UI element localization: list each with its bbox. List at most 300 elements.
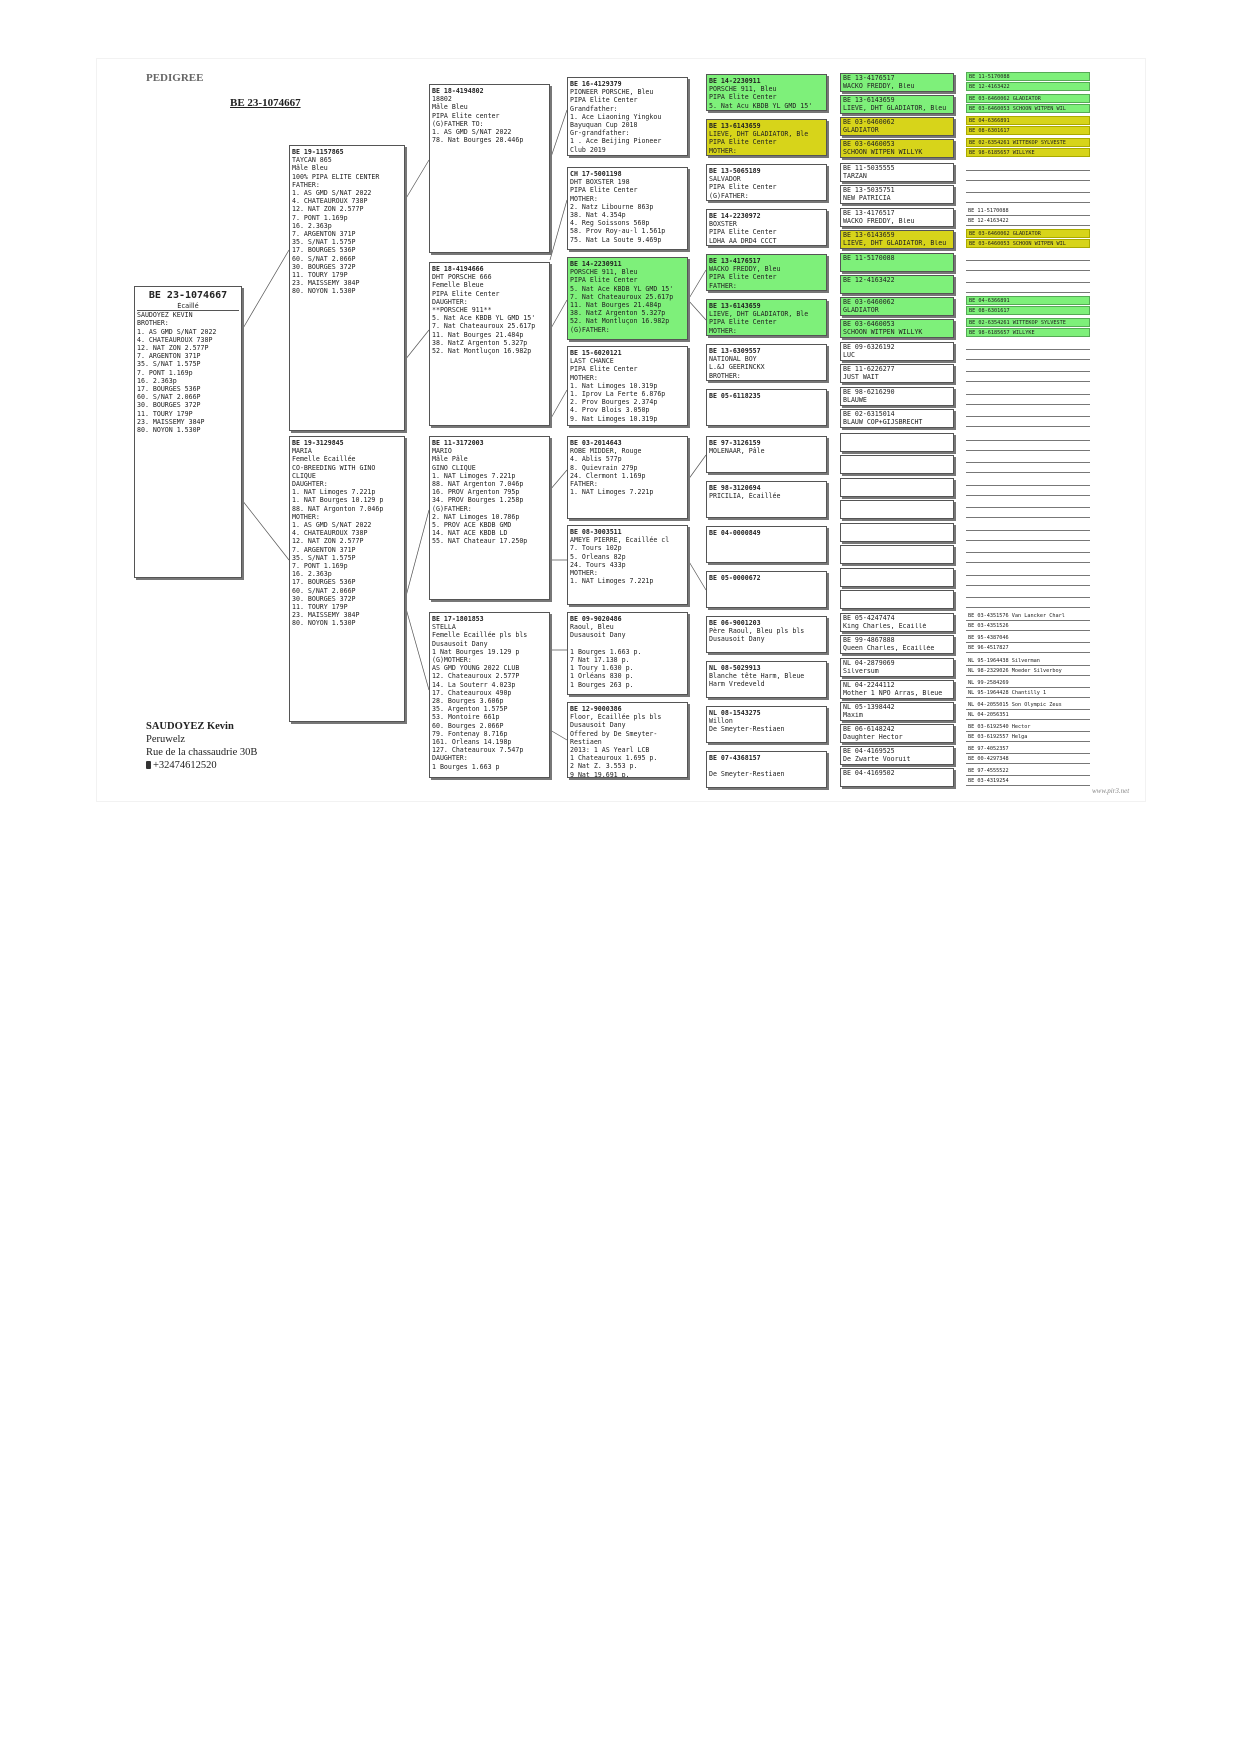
card-line: MOLENAAR, Pâle [709,447,765,456]
ancestor-card-gen5[interactable] [840,768,954,787]
card-line: 60. S/NAT 2.066P [137,393,201,402]
card-line: 30. BOURGES 372P [137,401,201,410]
ancestor-line-gen6[interactable] [966,499,1090,508]
ring-number: BE 98-3120694 [709,484,761,492]
card-line: 80. NOYON 1.530P [292,287,356,296]
card-line: Père Raoul, Bleu pls bls [709,627,805,636]
pedigree-card[interactable] [706,164,827,201]
card-line: 24. Tours 433p [570,560,626,569]
ancestor-line-gen6[interactable]: BE 03-4319254 [966,777,1090,786]
card-line: 17. BOURGES 536P [137,385,201,394]
ring-number: BE 23-1074667 [148,290,228,301]
ancestor-line-gen6[interactable] [966,554,1090,563]
card-line: 1 Toury 1.630 p. [570,664,634,673]
pedigree-card[interactable] [706,436,827,473]
card-line: 8. Quievrain 279p [570,463,638,472]
card-line: De Smeyter-Restiaen [709,725,785,734]
ancestor-line-gen6[interactable] [966,252,1090,261]
card-line: 35. Argenton 1.575P [432,705,508,714]
card-line: 52. Nat Montluçon 16.982p [432,347,532,356]
ancestor-line-gen6[interactable] [966,194,1090,203]
pedigree-card[interactable] [706,706,827,743]
ancestor-line-gen6[interactable] [966,532,1090,541]
pedigree-card[interactable] [706,209,827,246]
pedigree-card[interactable] [567,612,688,695]
ancestor-name: King Charles, Écaillé [843,622,927,630]
ancestor-line-gen6[interactable]: BE 97-4555522 [966,767,1090,776]
card-line: 16. 2.363p [292,570,332,579]
card-line: 7. ARGENTON 371P [137,352,201,361]
ring-number: BE 04-4169502 [843,770,895,777]
card-line: Femelle Écaillée pls bls [432,631,528,640]
card-line: 1. NAT Limoges 7.221p [292,488,376,497]
card-line: 4. Ablis 577p [570,455,622,464]
ring-number: BE 98-6216290 [843,389,895,396]
ancestor-line-gen6[interactable]: BE 02-6354261 WITTEKOP SYLVESTE [966,318,1090,327]
card-line: 1. AS GMD S/NAT 2022 [292,189,372,198]
ancestor-line-gen6[interactable] [966,386,1090,395]
card-line: PIONEER PORSCHE, Bleu [570,88,654,97]
card-line: Écaillé [137,302,239,311]
card-line: 1. AS GMD S/NAT 2022 [292,521,372,530]
card-line: PIPA Elite Center [570,186,638,195]
pedigree-card[interactable] [289,145,405,431]
ancestor-line-gen6[interactable]: NL 99-2584269 [966,679,1090,688]
card-line: (G)FATHER TO: [432,119,484,128]
ring-number: BE 06-9001203 [709,619,761,627]
ancestor-line-gen6[interactable]: BE 97-4052357 [966,745,1090,754]
owner-phone[interactable]: +32474612520 [153,760,217,771]
owner-street: Rue de la chassaudrie 30B [146,747,258,758]
card-line: PORSCHE 911, Bleu [709,85,777,94]
card-line: MOTHER: [570,569,598,578]
ancestor-line-gen6[interactable]: BE 03-4351526 [966,622,1090,631]
pedigree-card[interactable] [567,436,688,519]
card-line: 1. AS GMD S/NAT 2022 [137,327,217,336]
ancestor-line-gen6[interactable] [966,487,1090,496]
card-line: 52. Nat Montluçon 16.982p [570,317,670,326]
ancestor-line-gen6[interactable] [966,522,1090,531]
card-line: PRICILIA, Écaillée [709,492,781,501]
card-line: 35. S/NAT 1.575P [292,238,356,247]
pedigree-card[interactable] [706,526,827,563]
ancestor-line-gen6[interactable] [966,589,1090,598]
ancestor-card-gen5[interactable] [840,433,954,452]
pedigree-card[interactable] [706,299,827,336]
ancestor-line-gen6[interactable] [966,262,1090,271]
card-line: 12. NAT ZON 2.577P [292,205,364,214]
pedigree-card[interactable] [429,436,550,600]
card-line: 35. S/NAT 1.575P [292,553,356,562]
ancestor-card-gen5[interactable] [840,523,954,542]
ancestor-line-gen6[interactable]: BE 03-6460053 SCHOON WITPEN WIL [966,104,1090,113]
card-line: 1 Orléans 830 p. [570,672,634,681]
ancestor-line-gen6[interactable] [966,184,1090,193]
card-line: PIPA Elite Center [709,93,777,102]
ancestor-line-gen6[interactable]: BE 08-6301617 [966,126,1090,135]
ancestor-line-gen6[interactable]: BE 04-6366891 [966,116,1090,125]
ancestor-line-gen6[interactable]: BE 00-4297348 [966,755,1090,764]
ancestor-line-gen6[interactable]: BE 04-6366891 [966,296,1090,305]
ancestor-line-gen6[interactable]: BE 02-6354261 WITTEKOP SYLVESTE [966,138,1090,147]
ring-number: BE 13-6143659 [843,232,895,239]
card-line: 88. NAT Argenton 7.046p [432,480,524,489]
ancestor-card-gen5[interactable] [840,455,954,474]
ring-number: BE 18-4194802 [432,87,484,95]
ancestor-line-gen6[interactable] [966,351,1090,360]
card-line: TAYCAN 865 [292,156,332,165]
ancestor-card-gen5[interactable] [840,185,954,204]
card-line: 1 . Ace Beijing Pioneer [570,137,662,146]
card-line: PIPA Elite Center [709,183,777,192]
pedigree-card[interactable] [706,661,827,698]
ring-number: NL 05-1398442 [843,704,895,711]
card-line: 7 Nat 17.138 p. [570,656,630,665]
ancestor-card-gen5[interactable] [840,724,954,743]
watermark: www.pir3.net [1092,787,1130,795]
ancestor-name [843,488,951,496]
card-line: Grandfather: [570,104,618,113]
ancestor-line-gen6[interactable]: BE 03-6460062 GLADIATOR [966,94,1090,103]
ancestor-name: Silversum [843,667,879,675]
owner-phone-row [146,759,257,772]
card-line: LIEVE, DHT GLADIATOR, Ble [709,130,809,139]
ancestor-line-gen6[interactable] [966,284,1090,293]
ancestor-name: Queen Charles, Écaillée [843,644,935,652]
card-line [709,762,824,770]
card-line: (G)FATHER: [709,191,749,200]
ring-number [843,592,951,600]
ancestor-name [843,285,951,293]
ancestor-line-gen6[interactable]: BE 11-5170088 [966,72,1090,81]
pedigree-card[interactable] [429,262,550,426]
card-line: 16. 2.363p [137,376,177,385]
ring-number: BE 09-6326192 [843,344,895,351]
ring-number: BE 97-3126159 [709,439,761,447]
ring-number: BE 05-4247474 [843,615,895,622]
pedigree-card[interactable] [706,389,827,426]
card-line: 23. MAISSEMY 384P [137,417,205,426]
ancestor-card-gen5[interactable] [840,297,954,316]
pedigree-card[interactable] [706,481,827,518]
ring-number: BE 08-3003511 [570,528,622,536]
ancestor-line-gen6[interactable] [966,567,1090,576]
card-line: PIPA Elite Center [709,228,777,237]
ancestor-line-gen6[interactable]: BE 98-6185657 WILLYKE [966,148,1090,157]
ancestor-name: BLAUWE [843,396,867,404]
pedigree-card[interactable] [706,254,827,291]
ancestor-line-gen6[interactable]: BE 95-4387046 [966,634,1090,643]
card-line: 80. NOYON 1.530P [137,426,201,435]
card-line: 17. Chateauroux 490p [432,688,512,697]
header-ring-number: BE 23-1074667 [230,97,301,109]
ancestor-name: Maxim [843,711,863,719]
card-line: 7. PONT 1.169p [137,368,193,377]
card-line: STELLA [432,623,456,632]
card-line: AS GMD YOUNG 2022 CLUB [432,664,520,673]
pedigree-card[interactable] [567,702,688,778]
card-line: 4. Prov Blois 3.050p [570,406,650,415]
ring-number: BE 04-4169525 [843,748,895,755]
pedigree-card[interactable] [706,119,827,156]
card-line: MOTHER: [292,512,320,521]
card-line: (G)FATHER: [570,325,610,334]
ring-number: BE 13-6143659 [709,122,761,130]
ancestor-card-gen5[interactable] [840,275,954,294]
ancestor-name [843,443,951,451]
ancestor-card-gen5[interactable] [840,478,954,497]
pedigree-card[interactable] [429,84,550,253]
card-line: MOTHER: [570,194,598,203]
ancestor-line-gen6[interactable] [966,172,1090,181]
ancestor-line-gen6[interactable] [966,432,1090,441]
ancestor-card-gen5[interactable] [840,342,954,361]
ancestor-name: Daughter Hector [843,733,903,741]
ancestor-line-gen6[interactable] [966,509,1090,518]
ancestor-line-gen6[interactable] [966,599,1090,608]
card-line: Dusausoit Dany [432,639,488,648]
ring-number: BE 13-4176517 [843,75,895,82]
ring-number [843,480,951,488]
card-line: 34. PROV Bourges 1.258p [432,496,524,505]
ancestor-line-gen6[interactable] [966,577,1090,586]
ancestor-line-gen6[interactable]: BE 03-6192557 Helga [966,733,1090,742]
pedigree-card[interactable] [706,344,827,381]
ancestor-line-gen6[interactable]: NL 04-2056351 [966,711,1090,720]
ancestor-card-gen5[interactable] [840,95,954,114]
ring-number: BE 02-6315014 [843,411,895,418]
pedigree-card[interactable] [706,571,827,608]
ancestor-line-gen6[interactable] [966,454,1090,463]
ancestor-name [843,600,951,608]
card-line: MARIA [292,447,312,456]
ring-number: BE 09-9020486 [570,615,622,623]
card-line: L.&J GEERINCKX [709,363,765,372]
ring-number: BE 99-4867888 [843,637,895,644]
ancestor-name: GLADIATOR [843,126,879,134]
ancestor-card-gen5[interactable] [840,568,954,587]
ring-number: BE 13-4176517 [843,210,895,217]
ancestor-line-gen6[interactable] [966,477,1090,486]
card-line: 11. TOURY 179P [137,409,193,418]
ancestor-line-gen6[interactable]: NL 95-1964428 Chantilly 1 [966,689,1090,698]
card-line: 12. NAT ZON 2.577P [292,537,364,546]
card-line: Gr-grandfather: [570,129,630,138]
card-line: 17. BOURGES 536P [292,246,356,255]
ring-number: BE 05-6118235 [709,392,761,400]
ancestor-line-gen6[interactable]: BE 12-4163422 [966,217,1090,226]
ancestor-line-gen6[interactable] [966,396,1090,405]
ancestor-line-gen6[interactable]: BE 12-4163422 [966,82,1090,91]
ring-number: BE 13-5065189 [709,167,761,175]
ancestor-line-gen6[interactable]: NL 95-1964438 Silverman [966,657,1090,666]
ancestor-name: JUST WAIT [843,373,879,381]
ring-number: BE 14-2230972 [709,212,761,220]
pedigree-card[interactable] [567,525,688,605]
ancestor-line-gen6[interactable]: BE 03-6192540 Hector [966,723,1090,732]
ancestor-card-gen5[interactable] [840,590,954,609]
pedigree-card[interactable] [567,346,688,426]
pedigree-card[interactable] [134,286,242,578]
ancestor-card-gen5[interactable] [840,364,954,383]
ring-number [843,457,951,465]
pedigree-card[interactable] [706,751,827,788]
card-line: 2013: 1 AS Yearl LCB [570,746,650,755]
ancestor-line-gen6[interactable]: BE 03-6460053 SCHOON WITPEN WIL [966,239,1090,248]
ancestor-name: SCHOON WITPEN WILLYK [843,328,923,336]
ring-number: BE 14-2230911 [570,260,622,268]
ancestor-card-gen5[interactable] [840,163,954,182]
card-line: **PORSCHE 911** [432,306,492,315]
card-line: Dusausoit Dany [570,721,626,730]
card-line: Mâle Bleu [432,103,468,112]
card-line: (G)MOTHER: [432,656,472,665]
ancestor-card-gen5[interactable] [840,139,954,158]
ring-number: BE 18-4194666 [432,265,484,273]
card-line: 127. Chateauroux 7.547p [432,746,524,755]
ring-number: BE 11-6226277 [843,366,895,373]
ancestor-card-gen5[interactable] [840,702,954,721]
card-line: FATHER: [709,281,737,290]
pedigree-card[interactable] [429,612,550,778]
ancestor-card-gen5[interactable] [840,387,954,406]
ancestor-name [843,263,951,271]
ancestor-line-gen6[interactable]: BE 11-5170088 [966,207,1090,216]
card-line: De Smeyter-Restiaen [709,770,785,779]
ancestor-line-gen6[interactable] [966,544,1090,553]
card-line: FATHER: [292,180,320,189]
card-line: Bayuquan Cup 2018 [570,121,638,130]
ancestor-name [843,578,951,586]
ancestor-line-gen6[interactable]: BE 96-4517827 [966,644,1090,653]
card-line: 1. NAT Limoges 7.221p [432,471,516,480]
card-line: 60. S/NAT 2.066P [292,254,356,263]
card-line: 30. BOURGES 372P [292,594,356,603]
ancestor-line-gen6[interactable]: NL 04-2055015 Son Olympic Zeus [966,701,1090,710]
ancestor-card-gen5[interactable] [840,409,954,428]
card-line: DAUGHTER: [432,754,468,763]
ring-number: BE 03-6460062 [843,119,895,126]
ring-number: BE 19-3129845 [292,439,344,447]
ancestor-line-gen6[interactable]: NL 98-2329026 Moeder Silverboy [966,667,1090,676]
pedigree-card[interactable] [289,436,405,722]
card-line: 1. Ace Liaoning Yingkou [570,112,662,121]
card-line: LDHA AA DRD4 CCCT [709,236,777,245]
ancestor-name: BLAUW COP+GIJSBRECHT [843,418,923,426]
ancestor-card-gen5[interactable] [840,230,954,249]
card-line: 7. Nat Chateauroux 25.617p [432,322,536,331]
card-line: AMEYE PIERRE, Écaillée cl [570,536,670,545]
card-line: 100% PIPA ELITE CENTER [292,172,380,181]
card-line: DHT BOXSTER 198 [570,178,630,187]
ancestor-card-gen5[interactable] [840,73,954,92]
card-line: MARIO [432,447,452,456]
pedigree-card[interactable] [567,257,688,340]
card-line: Mâle Bleu [292,164,328,173]
card-line: DHT PORSCHE 666 [432,273,492,282]
ring-number: NL 08-1543275 [709,709,761,717]
ring-number [843,502,951,510]
card-line: Dusausoit Dany [709,635,765,644]
card-line: 7. ARGENTON 371P [292,230,356,239]
ancestor-card-gen5[interactable] [840,319,954,338]
card-line: FATHER: [570,480,598,489]
card-line: CO-BREEDING WITH GINO [292,463,376,472]
ancestor-card-gen5[interactable] [840,658,954,677]
ancestor-card-gen5[interactable] [840,500,954,519]
ancestor-card-gen5[interactable] [840,746,954,765]
card-line: PIPA Elite Center [570,276,638,285]
ancestor-line-gen6[interactable] [966,464,1090,473]
ancestor-line-gen6[interactable] [966,274,1090,283]
pedigree-card[interactable] [567,167,688,250]
card-line [570,640,685,648]
card-line: 60. Bourges 2.066P [432,721,504,730]
card-line: MOTHER: [570,373,598,382]
card-line: 18802 [432,95,452,104]
ring-number: BE 03-6460053 [843,141,895,148]
ancestor-line-gen6[interactable] [966,418,1090,427]
card-line: 28. Bourges 3.606p [432,697,504,706]
card-line: Blanche tête Harm, Bleue [709,672,805,681]
ancestor-line-gen6[interactable]: BE 03-6460062 GLADIATOR [966,229,1090,238]
ancestor-name [843,778,951,786]
ancestor-card-gen5[interactable] [840,117,954,136]
ancestor-card-gen5[interactable] [840,635,954,654]
ancestor-card-gen5[interactable] [840,208,954,227]
card-line: CLIQUE [292,471,316,480]
ring-number: BE 04-0000849 [709,529,761,537]
card-line: 38. NatZ Argenton 5.327p [570,309,666,318]
ancestor-name: WACKO FREDDY, Bleu [843,82,915,90]
ancestor-line-gen6[interactable] [966,408,1090,417]
card-line: 38. Nat 4.354p [570,211,626,220]
page-title: PEDIGREE [146,72,204,84]
ancestor-line-gen6[interactable] [966,373,1090,382]
ancestor-name [843,533,951,541]
ancestor-line-gen6[interactable]: BE 08-6301617 [966,306,1090,315]
card-line: 12. Chateauroux 2.577P [432,672,520,681]
card-line: 1. NAT Limoges 7.221p [570,577,654,586]
ancestor-name: NEW PATRICIA [843,194,891,202]
ancestor-card-gen5[interactable] [840,545,954,564]
ancestor-card-gen5[interactable] [840,613,954,632]
card-line: 17. BOURGES 536P [292,578,356,587]
card-line: 1 Chateauroux 1.695 p. [570,754,658,763]
pedigree-card[interactable] [706,616,827,653]
card-line: PIPA Elite Center [570,365,638,374]
ancestor-line-gen6[interactable] [966,442,1090,451]
ancestor-line-gen6[interactable] [966,363,1090,372]
ancestor-line-gen6[interactable] [966,162,1090,171]
pedigree-card[interactable] [567,77,688,156]
ring-number [843,547,951,555]
card-line: Femelle Bleue [432,281,484,290]
card-line: 4. CHATEAUROUX 738P [137,335,213,344]
ancestor-card-gen5[interactable] [840,680,954,699]
card-line: 2. Natz Libourne 863p [570,202,654,211]
ancestor-line-gen6[interactable] [966,341,1090,350]
ring-number: CH 17-5001198 [570,170,622,178]
pedigree-card[interactable] [706,74,827,111]
ancestor-line-gen6[interactable]: BE 03-4351576 Van Lancker Charl [966,612,1090,621]
ancestor-name: LIEVE, DHT GLADIATOR, Bleu [843,239,947,247]
ancestor-line-gen6[interactable]: BE 98-6185657 WILLYKE [966,328,1090,337]
card-line: PIPA Elite Center [709,318,777,327]
ancestor-card-gen5[interactable] [840,253,954,272]
card-line: 1. Nat Limoges 10.319p [570,381,658,390]
card-line: LIEVE, DHT GLADIATOR, Ble [709,310,809,319]
